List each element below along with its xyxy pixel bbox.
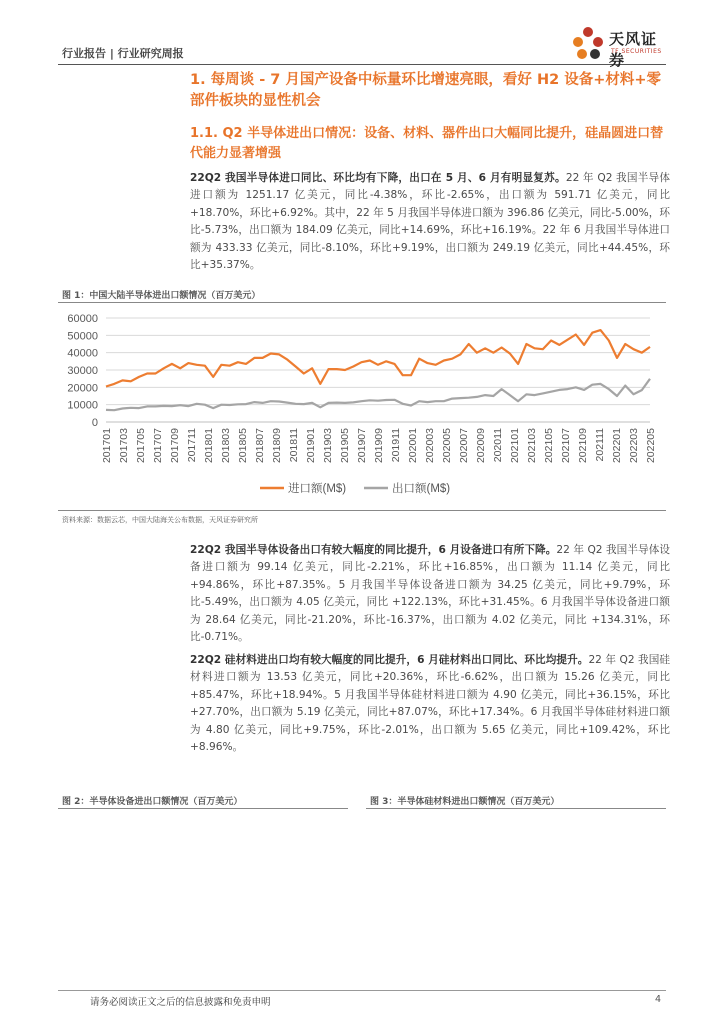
figure-1-top-rule — [58, 302, 666, 303]
x-tick-label: 202009 — [475, 428, 487, 464]
y-tick-label: 30000 — [67, 365, 98, 377]
x-tick-label: 201911 — [390, 428, 402, 463]
x-tick-label: 201711 — [186, 428, 198, 463]
x-tick-label: 202011 — [492, 428, 504, 463]
legend-import-label: 进口额(M$) — [288, 483, 347, 495]
figure-1-bottom-rule — [58, 510, 666, 511]
x-tick-label: 202111 — [594, 428, 606, 462]
legend-export-label: 出口额(M$) — [392, 483, 451, 495]
y-tick-label: 20000 — [67, 382, 98, 395]
paragraph-3-body: 22 年 Q2 我国硅材料进口额为 13.53 亿美元，同比+20.36%，环比-6.62%，出口额为 15.26 亿美元，同比+85.47%，环比+18.94%。5 月我国半导体硅材料进口额为 4.90 亿美元，同比+36.15%，环比+27.70%，出口额为 5.19 亿美元，同比+87.07%，环比+17.34%。6 月我国半导体硅材料进口额为 4.80 亿美元，同比+9.75%，环比-2.01%，出口额为 5.65 亿美元，同比+109.42%，环比+8.96%。 — [190, 654, 670, 754]
x-tick-label: 202005 — [441, 428, 453, 464]
x-tick-label: 201709 — [169, 428, 181, 464]
report-type-label: 行业报告 | 行业研究周报 — [62, 47, 184, 60]
x-tick-label: 202105 — [543, 428, 555, 464]
x-tick-label: 201805 — [237, 428, 249, 464]
paragraph-3-lead: 22Q2 硅材料进出口均有较大幅度的同比提升，6 月硅材料出口同比、环比均提升。 — [190, 654, 589, 666]
y-tick-label: 50000 — [67, 330, 98, 343]
paragraph-1-lead: 22Q2 我国半导体进口同比、环比均有下降，出口在 5 月、6 月有明显复苏。 — [190, 172, 566, 184]
footer-divider — [58, 990, 666, 991]
x-tick-label: 202201 — [611, 428, 623, 464]
y-tick-label: 60000 — [67, 313, 98, 325]
logo-flower-icon — [571, 24, 607, 64]
x-tick-label: 202109 — [577, 428, 589, 464]
import-export-line-chart — [58, 306, 666, 506]
logo-name-en: TF SECURITIES — [611, 48, 662, 55]
section-heading: 1. 每周谈 - 7 月国产设备中标量环比增速亮眼，看好 H2 设备+材料+零部件板块的显性机会 — [190, 72, 662, 109]
paragraph-1 — [190, 170, 670, 274]
x-tick-label: 201903 — [322, 428, 334, 464]
header-divider — [58, 64, 666, 65]
x-tick-label: 201701 — [101, 428, 113, 464]
x-tick-label: 201705 — [135, 428, 147, 464]
x-tick-label: 201703 — [118, 428, 130, 464]
paragraph-2-body: 22 年 Q2 我国半导体设备进口额为 99.14 亿美元，同比-2.21%，环比+16.85%，出口额为 11.14 亿美元，同比+94.86%，环比+87.35%。5 月我国半导体设备进口额为 34.25 亿美元，同比+9.79%，环比-5.49%，出口额为 4.05 亿美元，同比 +122.13%，环比+31.45%。6 月我国半导体设备进口额为 28.64 亿美元，同比-21.20%，环比-16.37%，出口额为 4.02 亿美元，同比 +134.31%，环比-0.71%。 — [190, 544, 670, 644]
x-tick-label: 201801 — [203, 428, 215, 464]
x-tick-label: 201803 — [220, 428, 232, 464]
x-tick-label: 202101 — [509, 428, 521, 464]
y-tick-label: 0 — [91, 417, 98, 429]
x-tick-label: 202107 — [560, 428, 572, 464]
figure-2-rule — [58, 808, 348, 809]
x-tick-label: 201707 — [152, 428, 164, 464]
x-tick-label: 201901 — [305, 428, 317, 464]
figure-1-source: 资料来源：数据云芯，中国大陆海关公布数据，天风证券研究所 — [62, 516, 258, 524]
page-number: 4 — [655, 994, 662, 1005]
x-tick-label: 202203 — [628, 428, 640, 464]
x-tick-label: 201907 — [356, 428, 368, 464]
company-logo — [571, 24, 671, 69]
x-tick-label: 202103 — [526, 428, 538, 464]
x-tick-label: 201809 — [271, 428, 283, 464]
figure-2-title: 图 2：半导体设备进出口额情况（百万美元） — [62, 797, 243, 807]
y-tick-label: 10000 — [67, 399, 98, 412]
import-series-line — [106, 330, 650, 386]
paragraph-2-lead: 22Q2 我国半导体设备出口有较大幅度的同比提升，6 月设备进口有所下降。 — [190, 544, 557, 556]
figure-3-rule — [366, 808, 666, 809]
logo-name-cn: 天风证券 — [609, 30, 658, 69]
figure-3-title: 图 3：半导体硅材料进出口额情况（百万美元） — [370, 797, 560, 807]
subsection-heading: 1.1. Q2 半导体进出口情况：设备、材料、器件出口大幅同比提升，硅晶圆进口替代能力显著增强 — [190, 126, 664, 161]
x-tick-label: 202007 — [458, 428, 470, 464]
x-tick-label: 201905 — [339, 428, 351, 464]
chart-x-axis — [101, 428, 657, 463]
x-tick-label: 201807 — [254, 428, 266, 464]
figure-1-title: 图 1：中国大陆半导体进出口额情况（百万美元） — [62, 291, 261, 301]
paragraph-2 — [190, 542, 670, 646]
footer-disclaimer: 请务必阅读正文之后的信息披露和免责申明 — [90, 997, 271, 1008]
paragraph-3 — [190, 652, 670, 756]
paragraph-1-body: 22 年 Q2 我国半导体进口额为 1251.17 亿美元，同比-4.38%，环比-2.65%，出口额为 591.71 亿美元，同比+18.70%，环比+6.92%。其中，22 年 5 月我国半导体进口额为 396.86 亿美元，同比-5.00%，环比-5.73%，出口额为 184.09 亿美元，同比+14.69%，环比+16.19%。22 年 6 月我国半导体进口额为 433.33 亿美元，同比-8.10%，环比+9.19%，出口额为 249.19 亿美元，同比+44.45%，环比+35.37%。 — [190, 172, 670, 272]
y-tick-label: 40000 — [67, 347, 98, 360]
export-series-line — [106, 379, 650, 410]
chart-legend — [260, 481, 450, 495]
x-tick-label: 201909 — [373, 428, 385, 464]
chart-y-axis — [67, 313, 98, 429]
x-tick-label: 201811 — [288, 428, 300, 463]
x-tick-label: 202205 — [645, 428, 657, 464]
x-tick-label: 202001 — [407, 428, 419, 464]
x-tick-label: 202003 — [424, 428, 436, 464]
